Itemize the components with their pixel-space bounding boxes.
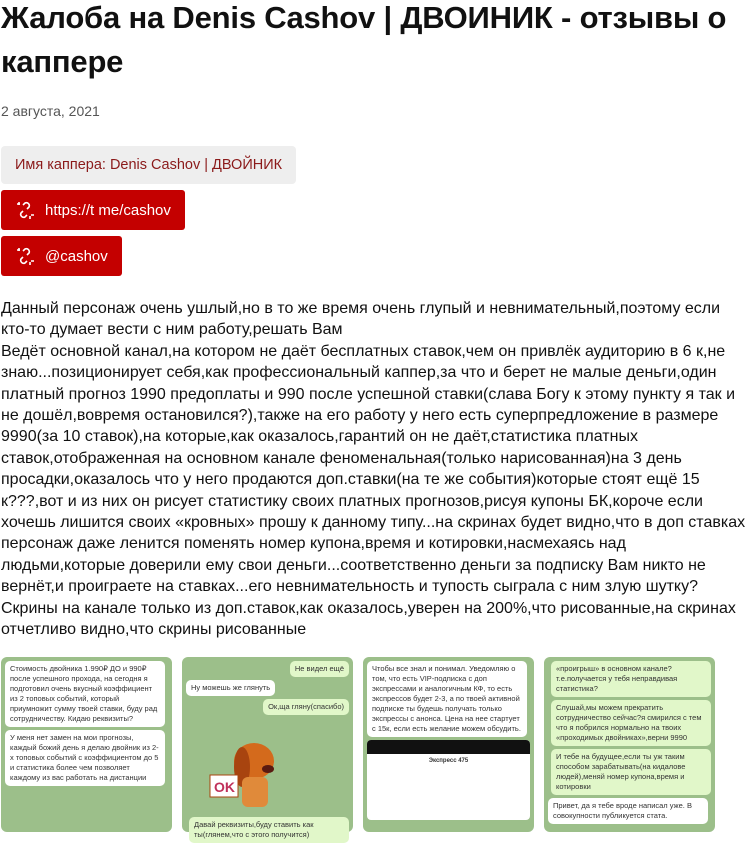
broken-link-icon [15, 246, 35, 266]
screenshot-thumbnail[interactable] [1, 657, 172, 832]
chat-bubble: Не видел ещё [290, 661, 349, 677]
paragraph: Ведёт основной канал,на котором не даёт бесплатных ставок,чем он привлёк аудиторию в 6 к,не знаю...позиционирует себя,как профессиональный каппер,за что и берет не малые деньги,один платный прогноз 1990 предоплаты и 990 после успешной ставки(слава Богу к этому пункту я так и не дошёл,вовремя остановился?),также на его работу у него есть суперпредложение в размере 9990(за 10 ставок),на которые,как оказалось,гарантий он не даёт,статистика платных ставок,отображенная на основном канале феноменальная(только нарисованная)на 3 день просадки,оказалось что у него продаются доп.ставки(на те же события)которые стоят ещё 15 к???,вот и из них он рисует статистику своих платных прогнозов,рисуя купоны БК,короче если хочешь лишится своих «кровных» прошу к данному типу...на скринах будет видно,что в доп ставках персонаж даже ленится поменять номер купона,время и котировки,насмехаясь над людьми,которые доверили ему свои деньги...соответственно деньги за подписку Вам никто не вернёт,и проиграете на ставках...его невнимательность и тупость сыграла с ним злую шутку? Скрины на канале только из доп.ставок,как оказалось,уверен на 200%,что рисованные,на скринах отчетливо видно,что скрины рисованные [1, 342, 746, 639]
screenshot-thumbnail[interactable] [363, 657, 534, 832]
telegram-link-button[interactable] [1, 190, 185, 230]
dog-sticker [206, 729, 286, 809]
chat-bubble: Ок,ща гляну(спасибо) [263, 699, 349, 715]
chat-bubble: Слушай,мы можем прекратить сотрудничество сейчас?я смирился с тем что я побрился нормально на твоих «проходимых двойниках»,верни 9990 [551, 700, 711, 746]
screenshot-gallery [1, 657, 748, 839]
screenshot-thumbnail[interactable] [544, 657, 715, 832]
page-title: Жалоба на Denis Cashov | ДВОИНИК - отзывы о каппере [1, 0, 727, 79]
chat-bubble: Ну можешь же глянуть [186, 680, 275, 696]
chat-bubble: «проигрыш» в основном канале? т.е.получается у тебя неправдивая статистика? [551, 661, 711, 697]
complaint-text [1, 298, 749, 641]
broken-link-icon [15, 200, 35, 220]
telegram-link-label: https://t me/cashov [45, 201, 171, 219]
betting-coupon-screenshot [367, 740, 530, 820]
publish-date: 2 августа, 2021 [1, 103, 100, 119]
telegram-handle-label: @cashov [45, 247, 108, 265]
screenshot-thumbnail[interactable] [182, 657, 353, 839]
paragraph: Данный персонаж очень ушлый,но в то же время очень глупый и невнимательный,поэтому если кто-то думает вести с ним работу,решать Вам [1, 300, 721, 339]
chat-bubble: Привет, да я тебе вроде написал уже. В совокупности публикуется стата. [548, 798, 708, 824]
capper-name-box: Имя каппера: Denis Cashov | ДВОЙНИК [1, 146, 296, 184]
telegram-handle-button[interactable] [1, 236, 122, 276]
chat-bubble: Стоимость двойника 1.990₽ ДО и 990₽ после успешного прохода, на сегодня я подготовил очень вкусный коэффициент из 2 топовых событий, который приумножит сумму твоей ставки, буду рад сотрудничеству. Кидаю реквизиты? [5, 661, 165, 727]
chat-bubble: У меня нет замен на мои прогнозы, каждый божий день я делаю двойник из 2-х топовых событий с коэффициентом до 5 и статистика более чем позволяет каждому из вас работать на дистанции [5, 730, 165, 786]
sticker-text: OK [214, 778, 235, 795]
chat-bubble: Чтобы все знал и понимал. Уведомляю о том, что есть VIP-подписка с доп экспрессами и аналогичным КФ, то есть экспрессов будет 2-3, а по твоей активной подписке ты будешь получать только экспрессы с анонса. Цена на нее стартует с 15к, если есть желание можем обсудить. [367, 661, 527, 737]
chat-bubble: И тебе на будущее,если ты уж таким способом зарабатывать(на кидалове людей),меняй номер купона,время и котировки [551, 749, 711, 795]
coupon-title: Экспресс 475 [428, 757, 469, 764]
chat-bubble: Давай реквизиты,буду ставить как ты(глянем,что с этого получится) [189, 817, 349, 843]
